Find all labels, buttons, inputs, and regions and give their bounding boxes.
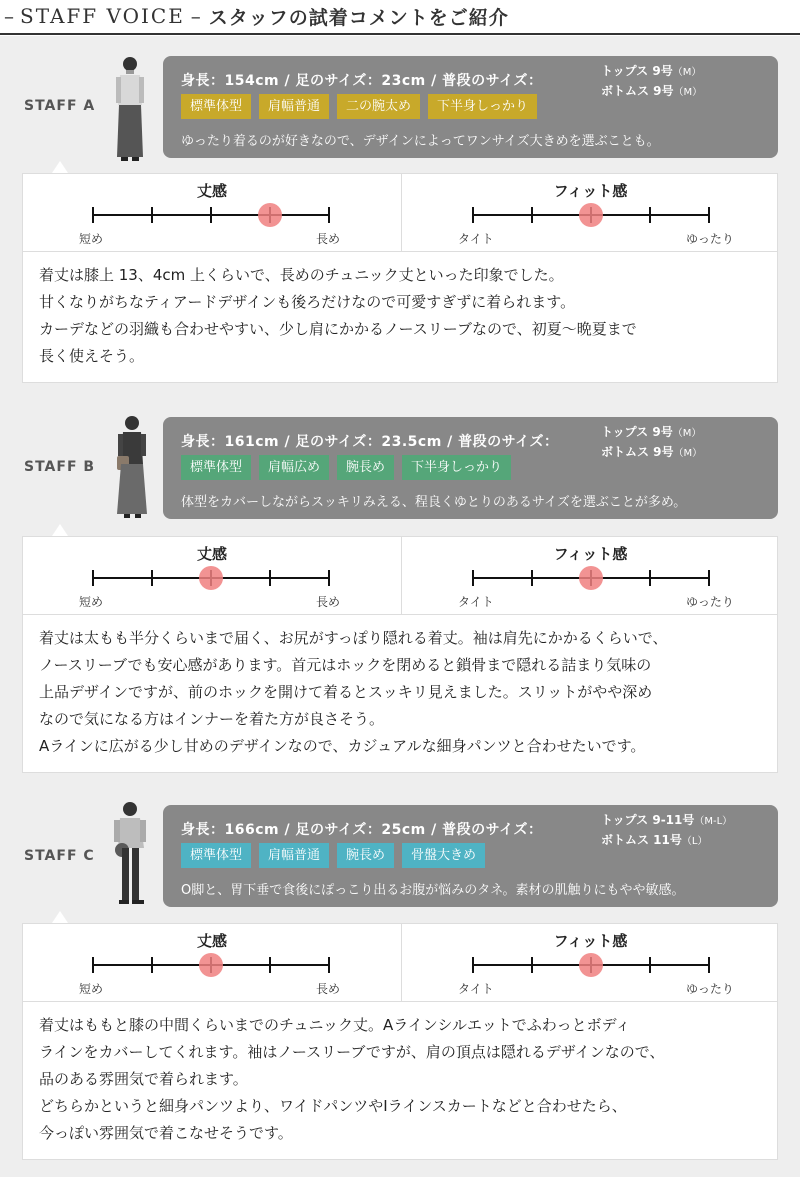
body-tag: 標準体型	[181, 455, 251, 480]
length-scale-max: 長め	[316, 982, 341, 996]
bottoms-size-letter: （L）	[681, 836, 708, 847]
bottoms-size-letter: （M）	[673, 448, 703, 459]
body-tag: 腕長め	[337, 843, 394, 868]
header-title-jp: スタッフの試着コメントをご紹介	[208, 6, 509, 29]
review-text: 着丈はももと膝の中間くらいまでのチュニック丈。Aラインシルエットでふわっとボディ ラインをカバーしてくれます。袖はノースリーブですが、肩の頂点は隠れるデザインなので、 品のある雰囲気で着られます。 どちらかというと細身パンツより、ワイドパンツやIラインスカートなどと合わせたら、 今っぽい雰囲気で着こなせそうです。	[39, 1016, 665, 1142]
rating-scales	[23, 174, 777, 252]
length-scale-min: 短め	[79, 595, 104, 609]
staff-profile-bubble	[163, 805, 778, 907]
page-header	[0, 0, 800, 32]
bottoms-size: ボトムス 9号	[601, 445, 674, 459]
staff-usual-sizes	[601, 811, 732, 851]
review-panel	[22, 923, 778, 1160]
staff-profile-bubble	[163, 56, 778, 158]
staff-name: STAFF B	[24, 459, 96, 475]
body-tag: 腕長め	[337, 455, 394, 480]
header-dash-left: –	[4, 4, 14, 28]
fit-scale-max: ゆったり	[686, 982, 734, 996]
body-tag: 肩幅普通	[259, 94, 329, 119]
tops-size: トップス 9-11号	[601, 813, 695, 827]
staff-photo	[108, 800, 154, 912]
fit-scale-min: タイト	[458, 232, 494, 246]
staff-usual-sizes	[601, 423, 702, 463]
fit-scale-label: フィット感	[553, 545, 628, 563]
header-dash-right: –	[190, 4, 201, 28]
bottoms-size: ボトムス 11号	[601, 833, 682, 847]
tops-size-letter: （M）	[672, 67, 702, 78]
length-scale-min: 短め	[79, 232, 104, 246]
body-type-tags	[181, 94, 537, 119]
review-text: 着丈は太もも半分くらいまで届く、お尻がすっぽり隠れる着丈。袖は肩先にかかるくらいで、 ノースリーブでも安心感があります。首元はホックを閉めると鎖骨まで隠れる詰まり気味の 上品デザインですが、前のホックを開けて着るとスッキリ見えました。スリットがやや深め なので気になる方はインナーを着た方が良さそう。 Aラインに広がる少し甘めのデザインなので、カジュアルな細身パンツと合わせたいです。	[39, 629, 668, 755]
staff-stats: 身長：161cm / 足のサイズ：23.5cm / 普段のサイズ：	[181, 434, 559, 450]
body-tag: 肩幅広め	[259, 455, 329, 480]
review-panel	[22, 173, 778, 383]
fit-scale	[401, 174, 779, 252]
length-scale-track	[23, 561, 401, 593]
length-scale-label: 丈感	[196, 932, 227, 950]
staff-stats: 身長：154cm / 足のサイズ：23cm / 普段のサイズ：	[181, 73, 543, 89]
fit-scale-track	[402, 561, 780, 593]
tops-size: トップス 9号	[601, 425, 673, 439]
length-scale-min: 短め	[79, 982, 104, 996]
fit-scale	[401, 924, 779, 1002]
body-tag: 骨盤大きめ	[402, 843, 485, 868]
length-marker	[199, 566, 223, 590]
tops-size-letter: （M-L）	[694, 816, 733, 827]
length-scale-label: 丈感	[196, 545, 227, 563]
fit-scale-max: ゆったり	[686, 232, 734, 246]
staff-photo	[112, 55, 148, 165]
header-divider	[0, 33, 800, 35]
staff-preference-comment: O脚と、胃下垂で食後にぽっこり出るお腹が悩みのタネ。素材の肌触りにもやや敏感。	[181, 883, 685, 898]
length-scale-track	[23, 198, 401, 230]
fit-scale-label: フィット感	[553, 932, 628, 950]
fit-scale-min: タイト	[458, 595, 494, 609]
rating-scales	[23, 537, 777, 615]
body-tag: 下半身しっかり	[428, 94, 537, 119]
staff-name: STAFF A	[24, 98, 96, 114]
fit-scale-label: フィット感	[553, 182, 628, 200]
length-scale-max: 長め	[316, 232, 341, 246]
length-marker	[258, 203, 282, 227]
staff-preference-comment: 体型をカバーしながらスッキリみえる、程良くゆとりのあるサイズを選ぶことが多め。	[181, 495, 687, 510]
body-type-tags	[181, 455, 511, 480]
fit-scale-min: タイト	[458, 982, 494, 996]
staff-photo	[112, 414, 152, 524]
panel-pointer	[52, 161, 68, 173]
fit-scale-track	[402, 198, 780, 230]
panel-pointer	[52, 911, 68, 923]
fit-scale-track	[402, 948, 780, 980]
staff-stats: 身長：166cm / 足のサイズ：25cm / 普段のサイズ：	[181, 822, 543, 838]
length-scale-max: 長め	[316, 595, 341, 609]
length-scale	[23, 537, 401, 615]
fit-marker	[579, 953, 603, 977]
length-scale	[23, 174, 401, 252]
staff-preference-comment: ゆったり着るのが好きなので、デザインによってワンサイズ大きめを選ぶことも。	[181, 134, 660, 149]
staff-usual-sizes	[601, 62, 702, 102]
bottoms-size: ボトムス 9号	[601, 84, 674, 98]
fit-scale-max: ゆったり	[686, 595, 734, 609]
body-type-tags	[181, 843, 485, 868]
panel-pointer	[52, 524, 68, 536]
rating-scales	[23, 924, 777, 1002]
body-tag: 下半身しっかり	[402, 455, 511, 480]
fit-marker	[579, 566, 603, 590]
length-scale-track	[23, 948, 401, 980]
review-text: 着丈は膝上 13、4cm 上くらいで、長めのチュニック丈といった印象でした。 甘くなりがちなティアードデザインも後ろだけなので可愛すぎずに着られます。 カーデなどの羽織も合わせやすい、少し肩にかかるノースリーブなので、初夏〜晩夏まで 長く使えそう。	[39, 266, 637, 365]
staff-name: STAFF C	[24, 848, 95, 864]
fit-marker	[579, 203, 603, 227]
body-tag: 標準体型	[181, 94, 251, 119]
length-marker	[199, 953, 223, 977]
body-tag: 二の腕太め	[337, 94, 420, 119]
tops-size: トップス 9号	[601, 64, 673, 78]
staff-profile-bubble	[163, 417, 778, 519]
body-tag: 肩幅普通	[259, 843, 329, 868]
bottoms-size-letter: （M）	[673, 87, 703, 98]
body-tag: 標準体型	[181, 843, 251, 868]
fit-scale	[401, 537, 779, 615]
review-panel	[22, 536, 778, 773]
length-scale-label: 丈感	[196, 182, 227, 200]
tops-size-letter: （M）	[672, 428, 702, 439]
length-scale	[23, 924, 401, 1002]
header-title-en: STAFF VOICE	[20, 4, 185, 28]
